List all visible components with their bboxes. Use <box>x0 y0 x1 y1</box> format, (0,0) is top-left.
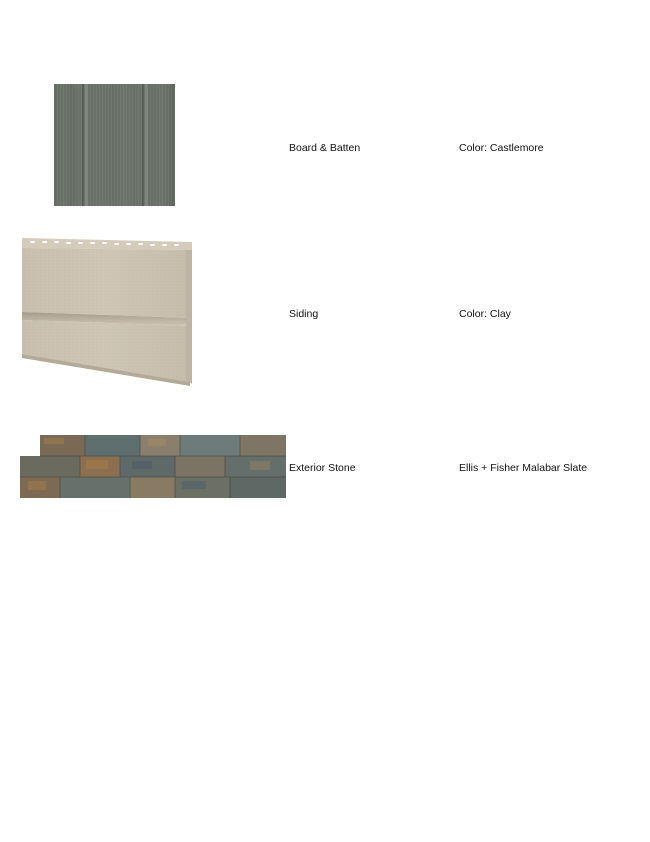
exterior-stone-swatch <box>20 435 286 498</box>
board-batten-swatch <box>54 84 175 206</box>
material-name-siding: Siding <box>289 308 319 320</box>
material-color-board-batten: Color: Castlemore <box>459 142 544 154</box>
material-name-board-batten: Board & Batten <box>289 142 361 154</box>
material-name-exterior-stone: Exterior Stone <box>289 462 356 474</box>
siding-swatch <box>20 236 194 386</box>
material-color-exterior-stone: Ellis + Fisher Malabar Slate <box>459 462 588 474</box>
material-color-siding: Color: Clay <box>459 308 511 320</box>
